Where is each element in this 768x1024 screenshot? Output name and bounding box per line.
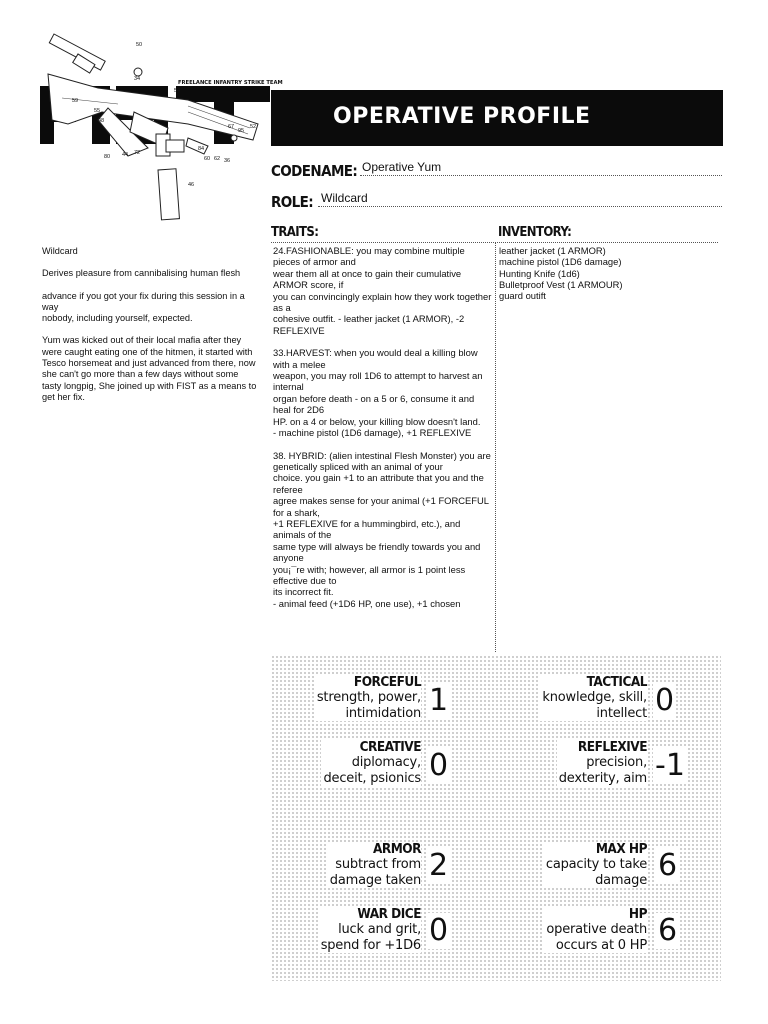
stat-name: MAX HP <box>595 841 647 857</box>
stat-max-hp: MAX HP capacity to take damage <box>545 841 647 888</box>
operative-notes <box>42 246 260 414</box>
inventory-item: machine pistol (1D6 damage) <box>499 256 622 268</box>
trait-fashionable: 24.FASHIONABLE: you may combine multiple pieces of armor and wear them all at once to gain their cumulative ARMOR score, if you can convincingly explain how they work together as a cohesive outfit. - leather jacket (1 ARMOR), -2 REFLEXIVE <box>273 245 492 336</box>
svg-text:50: 50 <box>136 42 143 48</box>
svg-text:67: 67 <box>228 124 235 130</box>
logo-tagline: FREELANCE INFANTRY STRIKE TEAM <box>178 80 283 86</box>
stat-name: HP <box>628 906 647 922</box>
title-banner <box>271 90 723 146</box>
traits-label: TRAITS: <box>271 225 319 240</box>
svg-text:60: 60 <box>204 156 211 162</box>
inventory-item: guard outift <box>499 290 546 302</box>
stat-armor: ARMOR subtract from damage taken <box>329 841 421 888</box>
traits-text <box>271 243 495 609</box>
notes-advance: advance if you got your fix during this session in a way nobody, including yourself, expected. <box>42 290 245 324</box>
stat-name: REFLEXIVE <box>577 739 647 755</box>
svg-text:36: 36 <box>224 158 231 164</box>
stat-tactical: TACTICAL knowledge, skill, intellect <box>542 674 647 721</box>
armor-value[interactable]: 2 <box>429 848 449 883</box>
war-dice-value[interactable]: 0 <box>429 913 449 948</box>
stat-reflexive: REFLEXIVE precision, dexterity, aim <box>558 739 647 786</box>
stat-name: CREATIVE <box>359 739 421 755</box>
inventory-label: INVENTORY: <box>498 225 572 240</box>
role-underline <box>318 206 722 207</box>
rifle-diagram-illustration <box>38 28 283 238</box>
svg-text:72: 72 <box>134 150 141 156</box>
forceful-value[interactable]: 1 <box>429 683 449 718</box>
trait-harvest: 33.HARVEST: when you would deal a killing blow with a melee weapon, you may roll 1D6 to attempt to harvest an internal organ before death - on a 5 or 6, consume it and heal for 2D6 HP. on a 4 or below, your killing blow doesn't land. - machine pistol (1D6 damage), +1 REFLEXIVE <box>273 347 483 439</box>
trait-hybrid: 38. HYBRID: (alien intestinal Flesh Monster) you are genetically spliced with an animal of your choice. you gain +1 to an attribute that you and the referee agree makes sense for your animal (+1 FORCEFUL for a shark, +1 REFLEXIVE for a hummingbird, etc.), and animals of the same type will always be friendly towards you and anyone you¡¯re with; however, all armor is 1 point less effective due to its incorrect fit. - animal feed (+1D6 HP, one use), +1 chosen <box>273 449 491 609</box>
reflexive-value[interactable]: -1 <box>655 748 685 783</box>
stat-forceful: FORCEFUL strength, power, intimidation <box>316 674 421 721</box>
inventory-item: leather jacket (1 ARMOR) <box>499 245 606 256</box>
svg-text:84: 84 <box>198 146 205 152</box>
svg-text:80: 80 <box>104 154 111 160</box>
stat-war-dice: WAR DICE luck and grit, spend for +1D6 <box>320 906 421 953</box>
fist-logo <box>38 28 283 238</box>
codename-value[interactable]: Operative Yum <box>362 160 442 174</box>
stat-name: TACTICAL <box>586 674 647 690</box>
notes-backstory: Yum was kicked out of their local mafia after they were caught eating one of the hitmen, it started with Tesco horsemeat and just advanced from there, now she can't go more than a few days without some tasty longpig, She joined up with FIST as a means to get her fix. <box>42 335 257 402</box>
svg-text:55: 55 <box>94 108 101 114</box>
svg-text:59: 59 <box>72 98 79 104</box>
inventory-item: Bulletproof Vest (1 ARMOUR) <box>499 278 623 290</box>
role-value[interactable]: Wildcard <box>321 191 368 205</box>
stat-hp: HP operative death occurs at 0 HP <box>546 906 647 953</box>
svg-text:54: 54 <box>174 88 181 94</box>
hp-value[interactable]: 6 <box>658 913 678 948</box>
traits-box[interactable] <box>271 242 496 652</box>
svg-text:95: 95 <box>238 128 245 134</box>
codename-underline <box>360 175 722 176</box>
stat-name: WAR DICE <box>357 906 421 922</box>
inventory-list <box>497 243 718 301</box>
stat-creative: CREATIVE diplomacy, deceit, psionics <box>323 739 421 786</box>
inventory-box[interactable] <box>497 242 718 652</box>
page-title: OPERATIVE PROFILE <box>333 104 591 129</box>
creative-value[interactable]: 0 <box>429 748 449 783</box>
max-hp-value[interactable]: 6 <box>658 848 678 883</box>
attribute-grid <box>271 655 721 981</box>
svg-text:46: 46 <box>188 182 195 188</box>
codename-label: CODENAME: <box>271 162 358 180</box>
tactical-value[interactable]: 0 <box>655 683 675 718</box>
stat-name: ARMOR <box>372 841 421 857</box>
notes-role: Wildcard <box>42 246 78 256</box>
notes-motivation: Derives pleasure from cannibalising human flesh <box>42 268 241 279</box>
svg-text:48: 48 <box>98 118 105 124</box>
inventory-item: Hunting Knife (1d6) <box>499 267 580 279</box>
role-label: ROLE: <box>271 193 314 211</box>
svg-text:44: 44 <box>122 152 129 158</box>
svg-text:62: 62 <box>214 156 221 162</box>
stat-name: FORCEFUL <box>353 674 421 690</box>
svg-text:34: 34 <box>134 76 141 82</box>
svg-text:52: 52 <box>250 124 257 130</box>
